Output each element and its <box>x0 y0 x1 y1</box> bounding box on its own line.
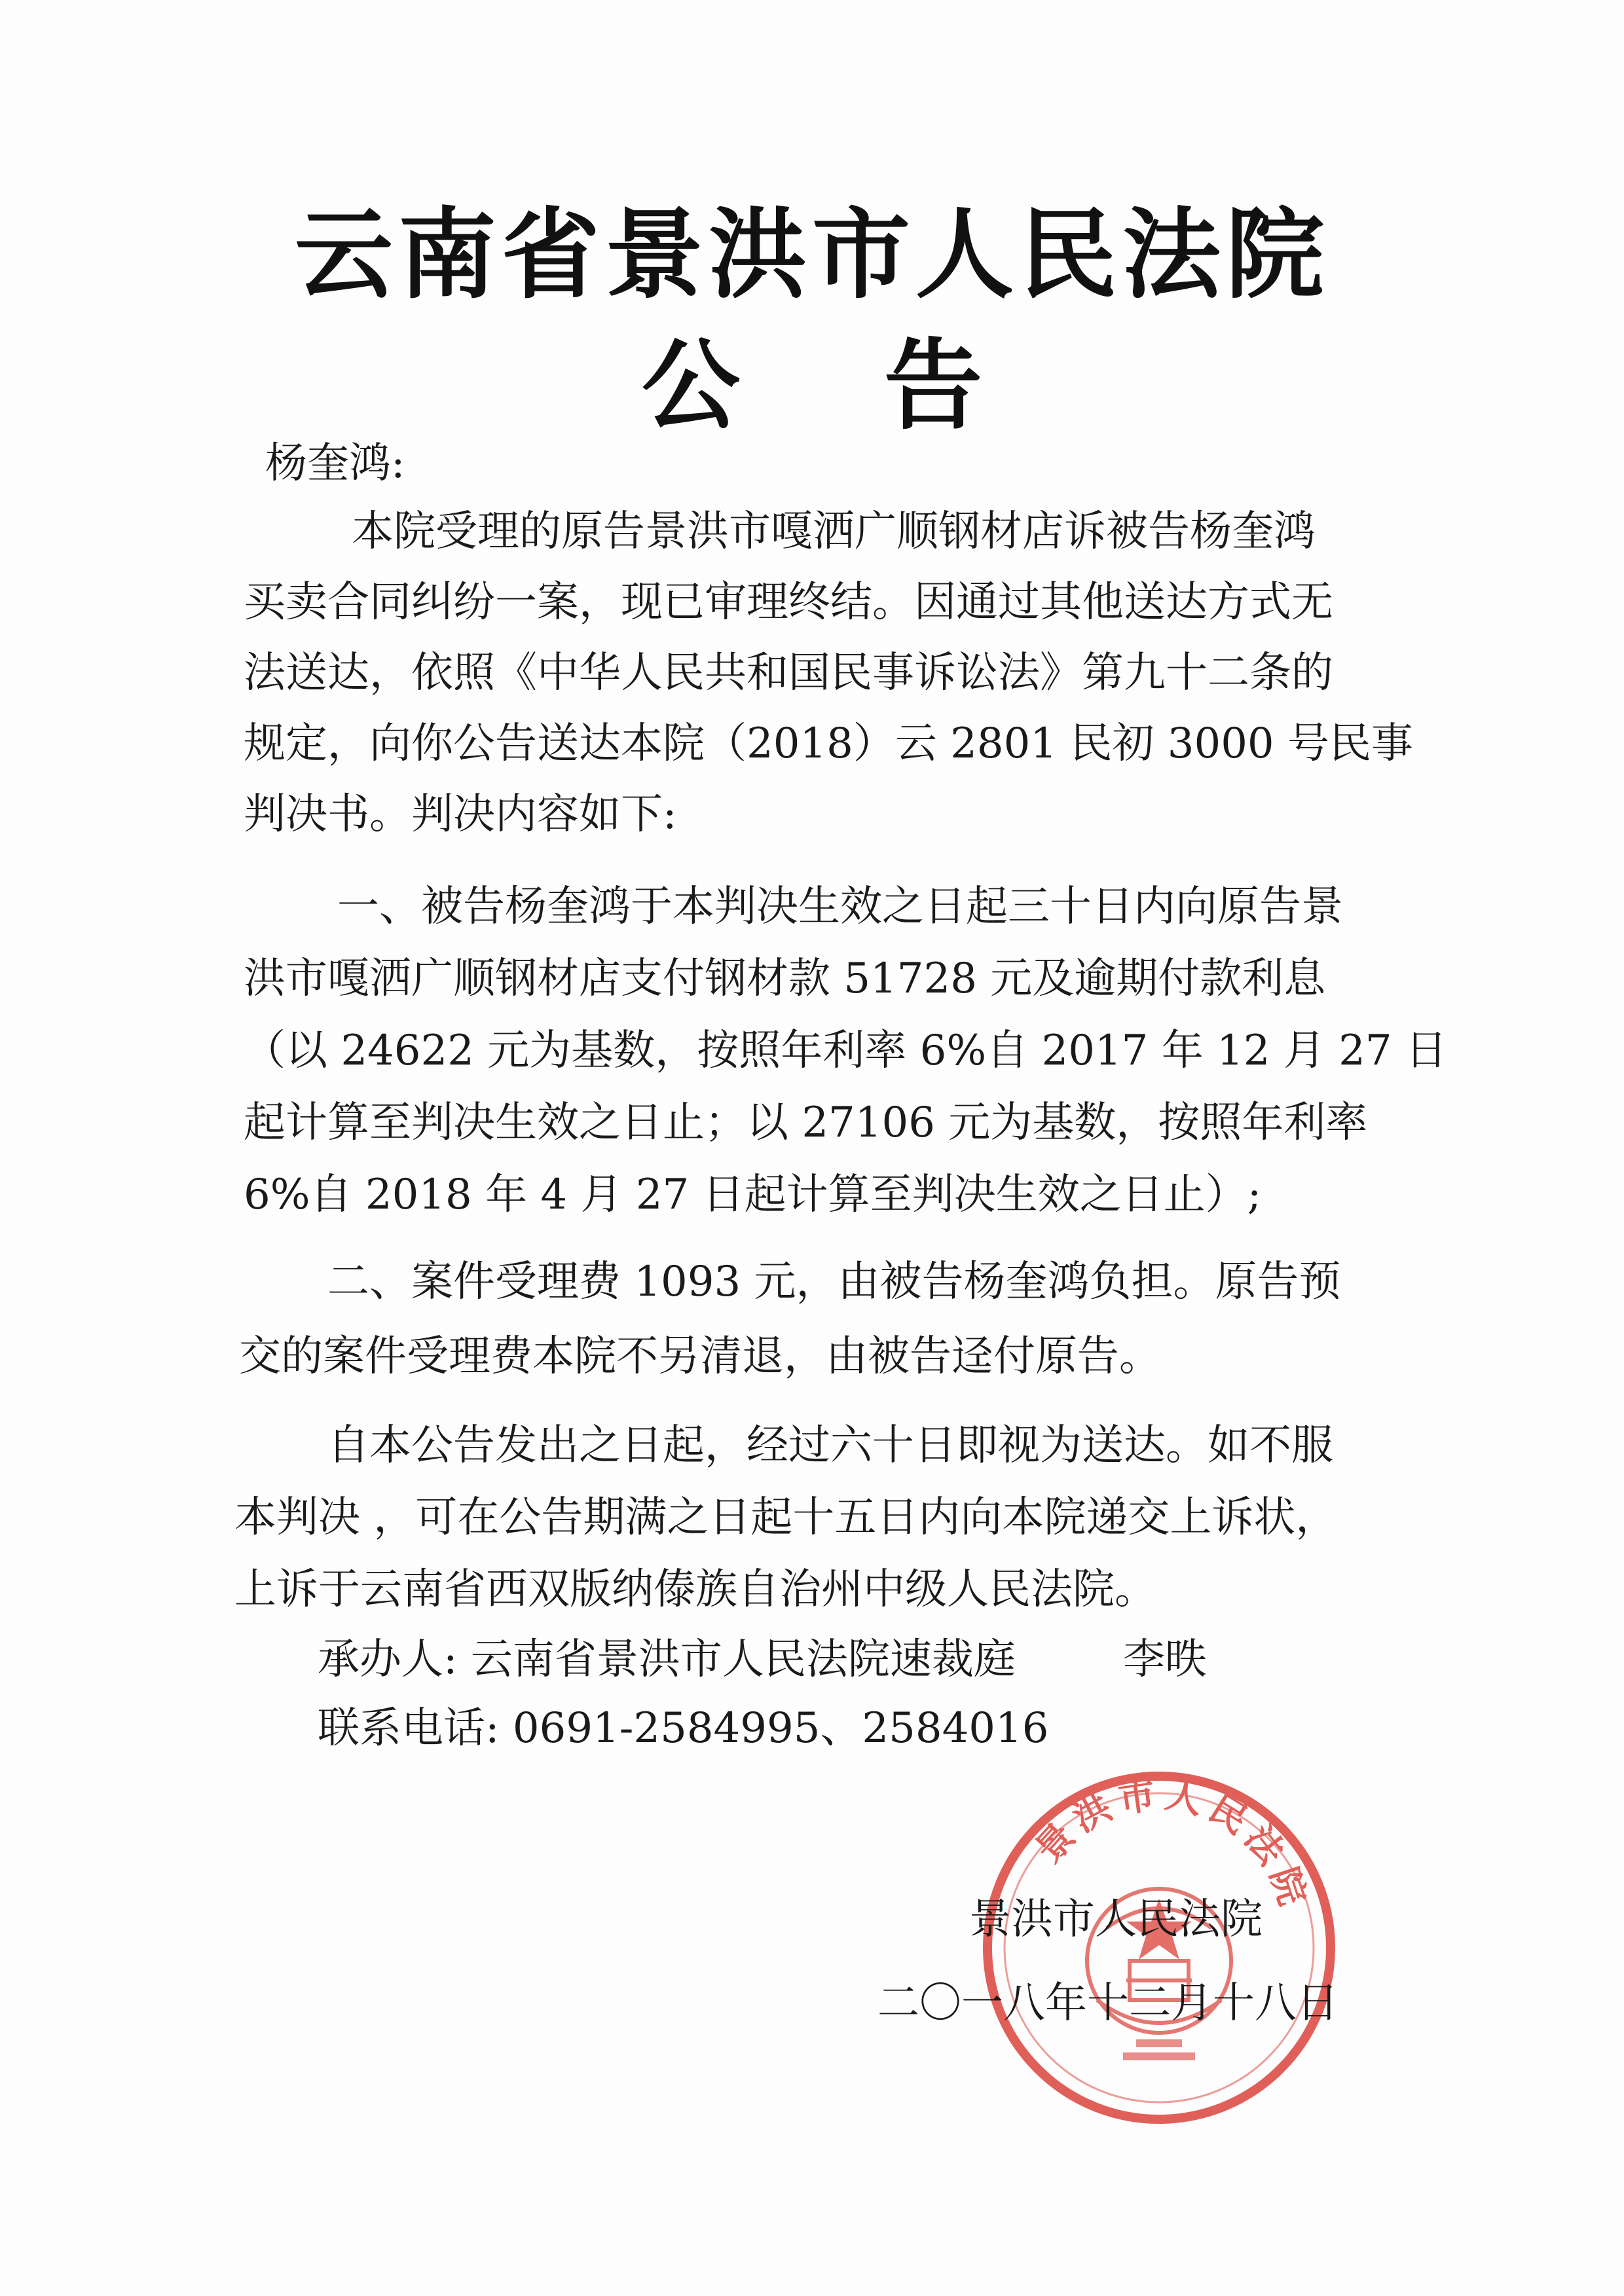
subtitle-char-1: 公 <box>641 329 740 443</box>
body-line-13: 自本公告发出之日起，经过六十日即视为送达。如不服 <box>327 1421 1333 1470</box>
body-line-9: 起计算至判决生效之日止；以 27106 元为基数，按照年利率 <box>244 1099 1368 1147</box>
document-subtitle <box>0 327 1624 445</box>
seal-text: 景洪市人民法院 <box>1027 1773 1316 1917</box>
body-line-1: 本院受理的原告景洪市嘎洒广顺钢材店诉被告杨奎鸿 <box>352 507 1316 556</box>
handler-name: 李昳 <box>1123 1635 1207 1684</box>
body-line-7: 洪市嘎洒广顺钢材店支付钢材款 51728 元及逾期付款利息 <box>244 955 1326 1003</box>
signature-date: 二〇一八年十二月十八日 <box>877 1979 1338 2028</box>
court-seal-icon <box>976 1764 1342 2131</box>
document-title: 云南省景洪市人民法院 <box>294 198 1329 312</box>
contact-phone: 联系电话: 0691-2584995、2584016 <box>318 1704 1049 1753</box>
body-line-2: 买卖合同纠纷一案，现已审理终结。因通过其他送达方式无 <box>244 578 1333 627</box>
body-line-11: 二、案件受理费 1093 元，由被告杨奎鸿负担。原告预 <box>327 1258 1341 1306</box>
body-line-4: 规定，向你公告送达本院（2018）云 2801 民初 3000 号民事 <box>244 720 1413 768</box>
handler-label: 承办人: 云南省景洪市人民法院速裁庭 <box>318 1635 1016 1684</box>
body-line-5: 判决书。判决内容如下: <box>244 790 677 839</box>
body-line-14: 本判决 ，可在公告期满之日起十五日内向本院递交上诉状， <box>234 1493 1338 1542</box>
body-line-6: 一、被告杨奎鸿于本判决生效之日起三十日内向原告景 <box>337 883 1343 931</box>
body-line-15: 上诉于云南省西双版纳傣族自治州中级人民法院。 <box>234 1565 1156 1614</box>
signature-court: 景洪市人民法院 <box>969 1895 1263 1944</box>
body-line-12: 交的案件受理费本院不另清退，由被告迳付原告。 <box>239 1332 1161 1381</box>
body-line-8: （以 24622 元为基数，按照年利率 6%自 2017 年 12 月 27 日 <box>244 1027 1447 1075</box>
addressee: 杨奎鸿: <box>265 439 405 488</box>
body-line-10: 6%自 2018 年 4 月 27 日起计算至判决生效之日止）; <box>244 1171 1262 1219</box>
subtitle-char-2: 告 <box>884 329 983 443</box>
body-line-3: 法送达，依照《中华人民共和国民事诉讼法》第九十二条的 <box>244 649 1333 697</box>
